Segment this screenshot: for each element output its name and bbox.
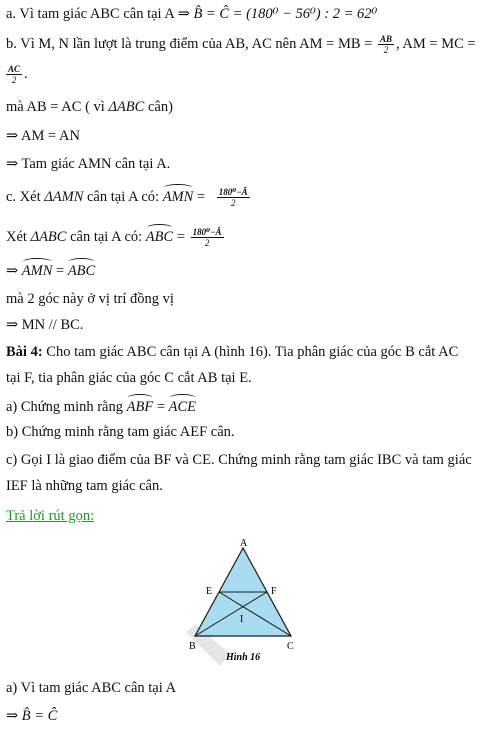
exercise-4-part-a <box>6 396 196 416</box>
line-amn-isosceles: ⇒ Tam giác AMN cân tại A. <box>6 156 171 172</box>
line-angles-equal <box>6 260 95 280</box>
short-answer-link[interactable]: Trả lời rút gọn: <box>6 508 95 524</box>
label-a: A <box>240 538 248 549</box>
fraction <box>191 227 224 248</box>
fraction <box>6 64 22 85</box>
line-part-a <box>6 5 377 23</box>
line-part-b <box>6 34 476 55</box>
text: ⇒ <box>6 708 22 724</box>
text: a. Vì tam giác ABC cân tại A ⇒ <box>6 6 194 22</box>
math-expression: ΔAMN <box>44 189 84 205</box>
answer-part-a: a) Vì tam giác ABC cân tại A <box>6 680 177 696</box>
answer-b-eq-c <box>6 707 57 725</box>
label-e: E <box>206 586 213 597</box>
figure-16 <box>180 536 310 672</box>
text: Cho tam giác ABC cân tại A (hình 16). Tia phân giác của góc B cắt AC <box>42 344 459 360</box>
angle-symbol: ABC <box>68 260 95 280</box>
text: cân tại A có: <box>66 229 146 245</box>
line-fraction-ac <box>4 64 28 85</box>
text: = <box>52 263 68 279</box>
angle-symbol: ACE <box>169 396 196 416</box>
line-abc-angle <box>6 226 226 248</box>
fraction-numerator: 180⁰−Â <box>192 227 222 238</box>
math-expression: ΔABC <box>30 229 67 245</box>
exercise-4-part-b: b) Chứng minh rằng tam giác AEF cân. <box>6 424 235 440</box>
label-c: C <box>287 641 294 652</box>
exercise-4-part-c-cont: IEF là những tam giác cân. <box>6 478 163 494</box>
text: = <box>173 229 189 245</box>
text: cân) <box>144 99 173 115</box>
text: = <box>153 399 169 415</box>
line-ab-eq-ac <box>6 98 173 116</box>
figure-caption: Hình 16 <box>226 652 261 663</box>
math-expression: B̂ = Ĉ <box>21 708 58 724</box>
text: ⇒ <box>6 263 22 279</box>
fraction <box>378 34 394 55</box>
fraction-numerator: AB <box>379 34 392 44</box>
fraction-numerator: 180⁰−Â <box>218 187 248 198</box>
label-b: B <box>189 641 196 652</box>
line-am-eq-an: ⇒ AM = AN <box>6 128 80 144</box>
angle-symbol: ABC <box>146 226 173 246</box>
math-expression: B̂ = Ĉ = (180⁰ − 56⁰) : 2 = 62⁰ <box>193 6 378 22</box>
text: = <box>193 189 209 205</box>
exercise-4-title <box>6 343 458 361</box>
exercise-4-line2: tại F, tia phân giác của góc C cắt AB tại E. <box>6 370 252 386</box>
triangle-diagram <box>180 536 310 672</box>
exercise-label: Bài 4: <box>6 344 43 360</box>
label-i: I <box>240 614 244 625</box>
fraction-denominator: 2 <box>383 45 389 55</box>
angle-symbol: AMN <box>22 260 53 280</box>
text: b. Vì M, N lần lượt là trung điểm của AB, AC nên AM = MB = <box>6 35 373 52</box>
fraction-denominator: 2 <box>230 198 236 209</box>
math-expression: ΔABC <box>108 99 145 115</box>
fraction-denominator: 2 <box>11 75 17 85</box>
text: Xét <box>6 229 31 245</box>
label-f: F <box>271 586 277 597</box>
exercise-4-part-c: c) Gọi I là giao điểm của BF và CE. Chứng minh rằng tam giác IBC và tam giác <box>6 452 472 468</box>
line-corresponding-angles: mà 2 góc này ở vị trí đồng vị <box>6 291 174 307</box>
fraction <box>217 187 250 208</box>
text: c. Xét <box>6 189 45 205</box>
line-part-c-amn <box>6 186 252 208</box>
fraction-numerator: AC <box>8 64 21 74</box>
angle-symbol: ABF <box>127 396 154 416</box>
text: a) Chứng minh rằng <box>6 399 127 415</box>
line-mn-parallel-bc: ⇒ MN // BC. <box>6 317 84 333</box>
text: cân tại A có: <box>83 189 163 205</box>
fraction-denominator: 2 <box>204 238 210 249</box>
text: . <box>24 65 28 82</box>
text: , AM = MC = <box>395 35 476 52</box>
text: mà AB = AC ( vì <box>6 99 109 115</box>
angle-symbol: AMN <box>163 186 194 206</box>
